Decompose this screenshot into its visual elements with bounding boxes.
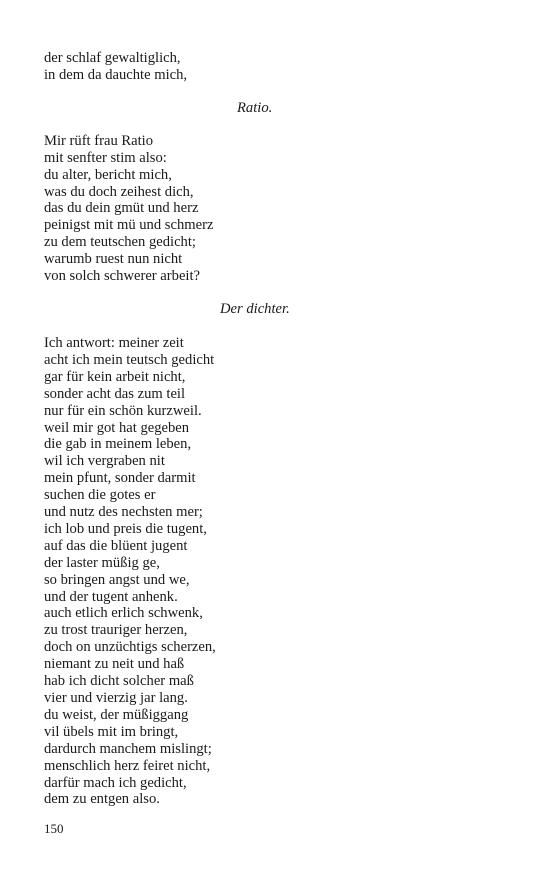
page-number: 150 xyxy=(44,821,64,836)
verse-line: und nutz des nechsten mer; xyxy=(44,504,203,521)
verse-line: Ich antwort: meiner zeit xyxy=(44,334,184,351)
verse-line: von solch schwerer arbeit? xyxy=(44,268,201,285)
verse-line: ich lob und preis die tugent, xyxy=(44,520,207,537)
stanza-intro xyxy=(44,50,504,84)
verse-line: acht ich mein teutsch gedicht xyxy=(44,351,215,368)
verse-line: in dem da dauchte mich, xyxy=(44,66,188,83)
speaker-dichter: Der dichter. xyxy=(220,300,290,317)
verse-line: doch on unzüchtigs scherzen, xyxy=(44,639,216,656)
verse-line: wil ich vergraben nit xyxy=(44,453,165,470)
verse-line: der schlaf gewaltiglich, xyxy=(44,50,181,66)
verse-line: du alter, bericht mich, xyxy=(44,166,172,183)
stanza-dichter xyxy=(44,335,504,808)
verse-line: vil übels mit im bringt, xyxy=(44,723,179,740)
verse-line: menschlich herz feiret nicht, xyxy=(44,757,211,774)
verse-line: vier und vierzig jar lang. xyxy=(44,690,188,706)
verse-line: so bringen angst und we, xyxy=(44,571,190,588)
verse-line: zu trost trauriger herzen, xyxy=(44,622,188,639)
verse-line: dem zu entgen also. xyxy=(44,791,160,808)
verse-line: gar für kein arbeit nicht, xyxy=(44,368,186,385)
verse-line: der laster müßig ge, xyxy=(44,554,160,571)
verse-line: auf das die blüent jugent xyxy=(44,537,188,554)
verse-line: mit senfter stim also: xyxy=(44,149,167,166)
verse-line: du weist, der müßiggang xyxy=(44,706,189,723)
verse-line: zu dem teutschen gedicht; xyxy=(44,234,196,251)
verse-line: das du dein gmüt und herz xyxy=(44,200,199,217)
verse-line: die gab in meinem leben, xyxy=(44,436,192,453)
verse-line: was du doch zeihest dich, xyxy=(44,183,194,200)
verse-line: peinigst mit mü und schmerz xyxy=(44,217,214,234)
speaker-ratio: Ratio. xyxy=(237,99,273,116)
verse-line: und der tugent anhenk. xyxy=(44,588,178,605)
verse-line: dardurch manchem mislingt; xyxy=(44,740,212,757)
poem-page xyxy=(44,50,504,808)
verse-line: sonder acht das zum teil xyxy=(44,385,186,402)
verse-line: darfür mach ich gedicht, xyxy=(44,774,187,791)
verse-line: nur für ein schön kurzweil. xyxy=(44,402,202,419)
verse-line: warumb ruest nun nicht xyxy=(44,251,183,268)
verse-line: niemant zu neit und haß xyxy=(44,656,185,673)
verse-line: weil mir got hat gegeben xyxy=(44,419,190,436)
verse-line: hab ich dicht solcher maß xyxy=(44,673,194,690)
verse-line: Mir rüft frau Ratio xyxy=(44,132,154,149)
verse-line: suchen die gotes er xyxy=(44,487,156,504)
stanza-ratio xyxy=(44,133,504,285)
verse-line: mein pfunt, sonder darmit xyxy=(44,470,196,487)
verse-line: auch etlich erlich schwenk, xyxy=(44,605,203,622)
